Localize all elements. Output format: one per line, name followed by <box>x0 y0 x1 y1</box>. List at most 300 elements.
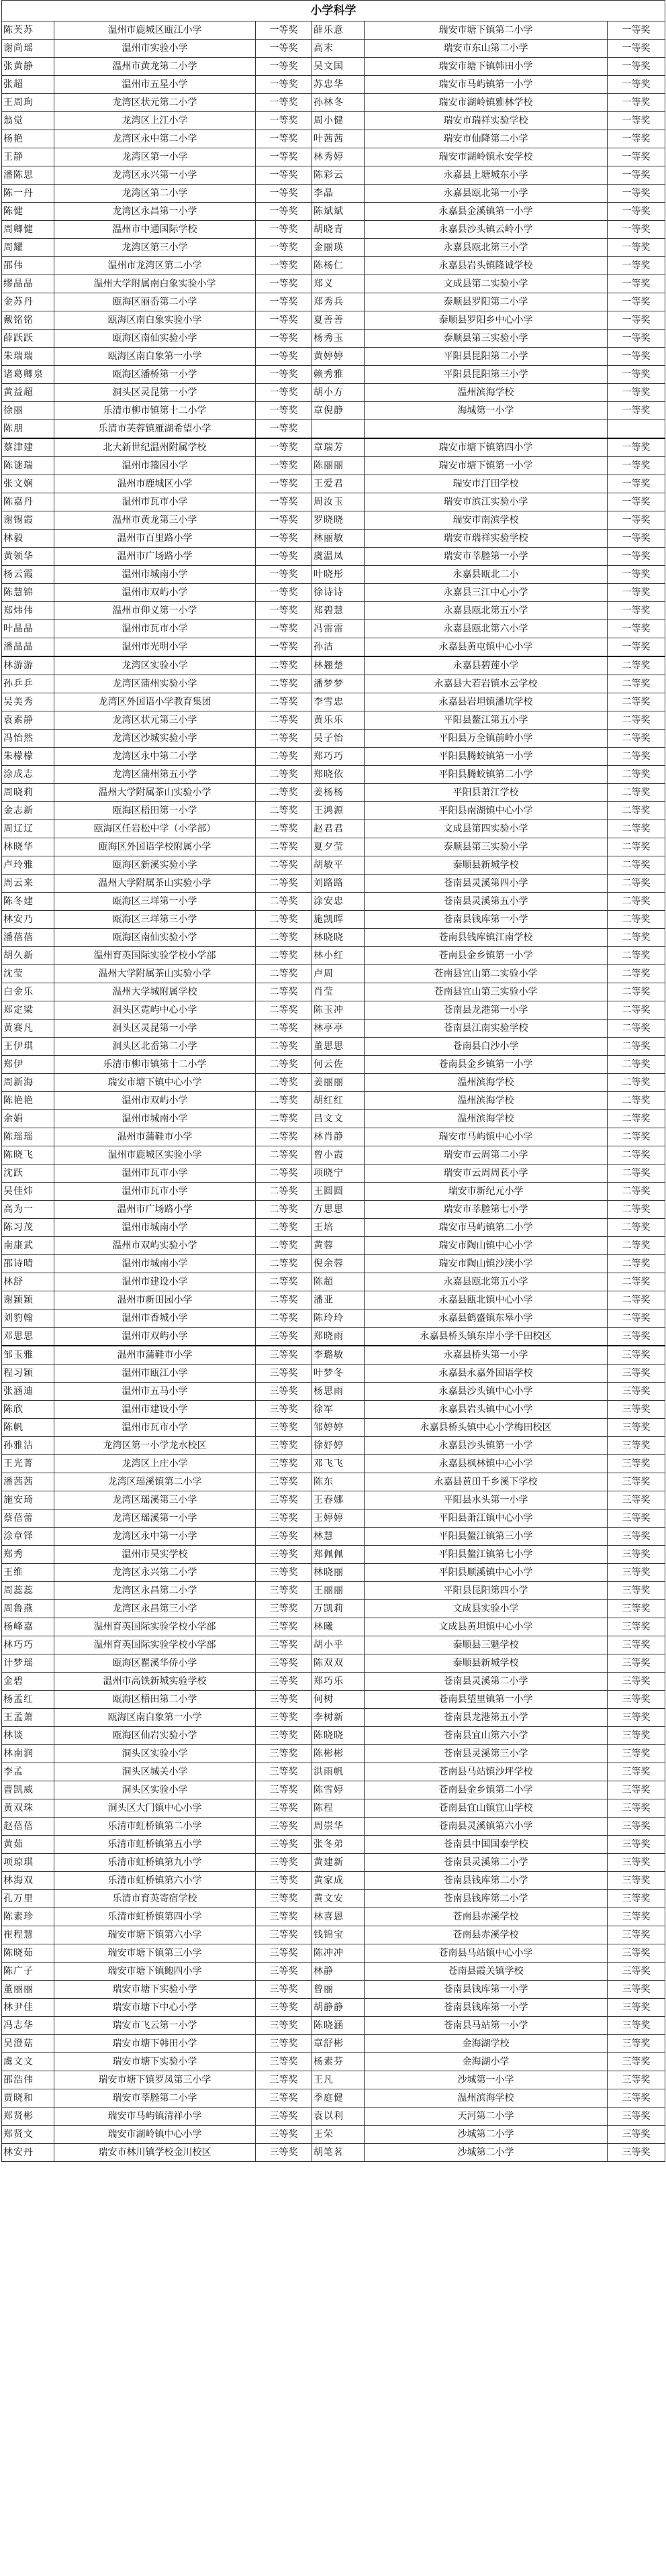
right-award-level: 一等奖 <box>608 566 665 584</box>
left-winner-name: 蔡蓓蕾 <box>2 1509 54 1528</box>
left-school-name: 瓯海区南仙实验小学 <box>54 330 256 348</box>
right-award-level: 一等奖 <box>608 402 665 420</box>
right-school-name: 苍南县赤溪学校 <box>365 1926 608 1944</box>
left-school-name: 温州市高铁新城实验学校 <box>54 1673 256 1691</box>
left-award-level: 三等奖 <box>256 1564 312 1582</box>
right-winner-name: 林曦 <box>312 1618 365 1636</box>
table-row <box>2 838 665 856</box>
right-award-level: 三等奖 <box>608 1437 665 1455</box>
left-school-name: 温州市双屿小学 <box>54 584 256 602</box>
table-row <box>2 1038 665 1056</box>
table-row <box>2 711 665 730</box>
left-award-level: 三等奖 <box>256 2053 312 2071</box>
right-school-name: 泰顺县三魁学校 <box>365 1636 608 1654</box>
table-row <box>2 2126 665 2144</box>
right-school-name: 苍南县宜山镇宜山学校 <box>365 1799 608 1818</box>
right-winner-name: 董思思 <box>312 1038 365 1056</box>
left-award-level: 一等奖 <box>256 420 312 439</box>
right-winner-name: 陈雪婷 <box>312 1781 365 1799</box>
right-school-name: 苍南县金乡镇第一小学 <box>365 947 608 965</box>
right-school-name: 天河第二小学 <box>365 2108 608 2126</box>
right-winner-name: 黄乐乐 <box>312 711 365 730</box>
left-winner-name: 周新海 <box>2 1074 54 1092</box>
left-award-level: 三等奖 <box>256 1709 312 1727</box>
right-winner-name: 邓飞飞 <box>312 1455 365 1473</box>
right-winner-name: 周小健 <box>312 112 365 130</box>
table-row <box>2 1944 665 1963</box>
right-school-name: 苍南县宜山第六小学 <box>365 1727 608 1745</box>
left-school-name: 北大新世纪温州附属学校 <box>54 438 256 457</box>
right-winner-name: 胡红红 <box>312 1092 365 1110</box>
right-school-name: 永嘉县岩坦镇潘坑学校 <box>365 693 608 711</box>
right-award-level: 三等奖 <box>608 1836 665 1854</box>
table-row <box>2 1110 665 1128</box>
left-school-name: 乐清市虹桥镇第四小学 <box>54 1908 256 1926</box>
right-school-name: 平阳县万全镇前岭小学 <box>365 730 608 748</box>
right-school-name: 瑞安市瑞祥实验学校 <box>365 112 608 130</box>
left-winner-name: 刘豹翰 <box>2 1309 54 1328</box>
right-winner-name: 郑秀兵 <box>312 293 365 311</box>
left-winner-name: 潘陈思 <box>2 166 54 185</box>
left-winner-name: 蔡津建 <box>2 438 54 457</box>
right-winner-name: 李雪忠 <box>312 693 365 711</box>
right-winner-name: 冯雷雷 <box>312 620 365 638</box>
left-winner-name: 陈冬建 <box>2 893 54 911</box>
right-school-name: 泰顺县新城学校 <box>365 856 608 875</box>
right-winner-name: 叶茜茜 <box>312 130 365 148</box>
left-winner-name: 郑秀 <box>2 1546 54 1564</box>
left-school-name: 温州市蒲鞋市小学 <box>54 1346 256 1365</box>
right-award-level: 二等奖 <box>608 1165 665 1183</box>
right-school-name: 泰顺县罗阳第二小学 <box>365 293 608 311</box>
right-award-level: 二等奖 <box>608 947 665 965</box>
left-winner-name: 陈健 <box>2 203 54 221</box>
table-row <box>2 293 665 311</box>
left-award-level: 三等奖 <box>256 1491 312 1509</box>
right-award-level: 二等奖 <box>608 711 665 730</box>
right-award-level: 三等奖 <box>608 1564 665 1582</box>
left-school-name: 瑞安市塘下镇中心小学 <box>54 1074 256 1092</box>
left-award-level: 三等奖 <box>256 1691 312 1709</box>
right-winner-name <box>312 420 365 439</box>
left-award-level: 二等奖 <box>256 730 312 748</box>
left-award-level: 三等奖 <box>256 2035 312 2053</box>
right-winner-name: 陈晓涵 <box>312 2017 365 2035</box>
right-school-name: 苍南县灵溪第二小学 <box>365 1673 608 1691</box>
right-award-level: 一等奖 <box>608 438 665 457</box>
table-row <box>2 1963 665 1981</box>
left-school-name: 瓯海区仙岩实验小学 <box>54 1727 256 1745</box>
left-school-name: 温州市广场路小学 <box>54 548 256 566</box>
right-school-name: 瑞安市新纪元小学 <box>365 1183 608 1201</box>
left-school-name: 瑞安市塘下中心小学 <box>54 1999 256 2017</box>
left-winner-name: 林尹佳 <box>2 1999 54 2017</box>
left-award-level: 一等奖 <box>256 185 312 203</box>
table-row <box>2 1092 665 1110</box>
left-winner-name: 翁觉 <box>2 112 54 130</box>
right-winner-name: 王荣 <box>312 2126 365 2144</box>
left-award-level: 二等奖 <box>256 802 312 820</box>
right-winner-name: 邹婷婷 <box>312 1419 365 1437</box>
right-school-name: 沙城第一小学 <box>365 2071 608 2089</box>
right-school-name: 苍南县赤溪学校 <box>365 1908 608 1926</box>
table-row <box>2 1309 665 1328</box>
right-award-level: 三等奖 <box>608 1654 665 1673</box>
left-winner-name: 戴铭铭 <box>2 311 54 330</box>
left-school-name: 乐清市虹桥镇第五小学 <box>54 1836 256 1854</box>
left-winner-name: 陈晓茹 <box>2 1944 54 1963</box>
right-winner-name: 胡晓青 <box>312 221 365 239</box>
left-school-name: 瑞安市飞云第一小学 <box>54 2017 256 2035</box>
left-award-level: 一等奖 <box>256 457 312 475</box>
left-school-name: 瑞安市莘塍第二小学 <box>54 2089 256 2108</box>
left-award-level: 二等奖 <box>256 1001 312 1020</box>
left-award-level: 三等奖 <box>256 1509 312 1528</box>
right-school-name: 泰顺县第三实验小学 <box>365 330 608 348</box>
right-school-name: 瑞安市瑞祥实验学校 <box>365 530 608 548</box>
left-school-name: 温州市香城小学 <box>54 1309 256 1328</box>
left-winner-name: 林南润 <box>2 1745 54 1763</box>
left-award-level: 二等奖 <box>256 1128 312 1146</box>
right-winner-name: 郑碧慧 <box>312 602 365 620</box>
left-winner-name: 陈瑶瑶 <box>2 1128 54 1146</box>
left-award-level: 二等奖 <box>256 1219 312 1237</box>
left-winner-name: 黄双珠 <box>2 1799 54 1818</box>
table-row <box>2 166 665 185</box>
left-school-name: 瑞安市塘下镇第六小学 <box>54 1926 256 1944</box>
left-school-name: 瓯海区梧田第一小学 <box>54 802 256 820</box>
left-school-name: 瓯海区潘桥第一小学 <box>54 366 256 384</box>
left-winner-name: 高为一 <box>2 1201 54 1219</box>
left-award-level: 三等奖 <box>256 1872 312 1890</box>
left-school-name: 温州市双屿小学 <box>54 1092 256 1110</box>
left-school-name: 龙湾区瑶溪镇第二小学 <box>54 1473 256 1491</box>
left-award-level: 二等奖 <box>256 1056 312 1074</box>
right-school-name: 永嘉县沙头镇第一小学 <box>365 1437 608 1455</box>
left-award-level: 二等奖 <box>256 1201 312 1219</box>
right-winner-name: 袁以利 <box>312 2108 365 2126</box>
left-winner-name: 王光菁 <box>2 1455 54 1473</box>
right-school-name: 沙城第二小学 <box>365 2126 608 2144</box>
left-winner-name: 虞文文 <box>2 2053 54 2071</box>
left-winner-name: 张文娴 <box>2 475 54 493</box>
right-school-name: 永嘉县上塘城东小学 <box>365 166 608 185</box>
right-school-name: 瑞安市南滨学校 <box>365 511 608 530</box>
left-winner-name: 黄领华 <box>2 548 54 566</box>
left-winner-name: 杨峰嘉 <box>2 1618 54 1636</box>
right-winner-name: 卢周 <box>312 965 365 983</box>
right-school-name: 永嘉县桥头镇东岸小学千田校区 <box>365 1328 608 1346</box>
right-award-level: 二等奖 <box>608 1183 665 1201</box>
right-award-level: 三等奖 <box>608 1872 665 1890</box>
table-row <box>2 1727 665 1745</box>
right-award-level: 三等奖 <box>608 2144 665 2162</box>
right-award-level: 二等奖 <box>608 1201 665 1219</box>
table-row <box>2 493 665 511</box>
right-award-level: 一等奖 <box>608 203 665 221</box>
right-school-name: 苍南县龙港第五小学 <box>365 1709 608 1727</box>
left-winner-name: 郑炜伟 <box>2 602 54 620</box>
left-award-level: 三等奖 <box>256 1673 312 1691</box>
right-winner-name: 潘梦梦 <box>312 675 365 693</box>
left-award-level: 二等奖 <box>256 929 312 947</box>
left-school-name: 温州市黄龙第三小学 <box>54 511 256 530</box>
left-winner-name: 冯志华 <box>2 2017 54 2035</box>
left-winner-name: 王孟萧 <box>2 1709 54 1727</box>
right-winner-name: 肖莹 <box>312 983 365 1001</box>
table-row <box>2 366 665 384</box>
right-school-name: 文成县第二实验小学 <box>365 275 608 293</box>
left-school-name: 龙湾区永中第二小学 <box>54 130 256 148</box>
left-school-name: 龙湾区第一小学龙水校区 <box>54 1437 256 1455</box>
right-award-level: 三等奖 <box>608 1908 665 1926</box>
left-award-level: 三等奖 <box>256 1328 312 1346</box>
left-school-name: 温州市鹿城区瓯江小学 <box>54 21 256 40</box>
right-school-name: 苍南县灵溪镇第六小学 <box>365 1818 608 1836</box>
right-winner-name: 胡笔茗 <box>312 2144 365 2162</box>
right-award-level: 二等奖 <box>608 856 665 875</box>
right-winner-name: 王鸿源 <box>312 802 365 820</box>
right-school-name: 泰顺县罗阳乡中心小学 <box>365 311 608 330</box>
left-award-level: 三等奖 <box>256 1346 312 1365</box>
left-school-name: 温州市双屿小学 <box>54 1328 256 1346</box>
left-award-level: 三等奖 <box>256 1473 312 1491</box>
left-school-name: 温州市瓦市小学 <box>54 620 256 638</box>
right-school-name: 苍南县钱库第一小学 <box>365 911 608 929</box>
table-row <box>2 730 665 748</box>
right-school-name: 瑞安市塘下镇第二小学 <box>365 21 608 40</box>
right-school-name: 永嘉县黄田千乡溪下学校 <box>365 1473 608 1491</box>
right-winner-name: 涂安忠 <box>312 893 365 911</box>
left-school-name: 龙湾区外国语小学教育集团 <box>54 693 256 711</box>
right-school-name: 永嘉县沙头镇云岭小学 <box>365 221 608 239</box>
table-row <box>2 1419 665 1437</box>
right-award-level: 三等奖 <box>608 2108 665 2126</box>
left-school-name: 洞头区灵昆第一小学 <box>54 1020 256 1038</box>
left-winner-name: 王维 <box>2 1564 54 1582</box>
table-row <box>2 911 665 929</box>
left-school-name: 龙湾区沙城实验小学 <box>54 730 256 748</box>
right-winner-name: 何树 <box>312 1691 365 1709</box>
right-winner-name: 姜杨杨 <box>312 784 365 802</box>
left-winner-name: 陈习茂 <box>2 1219 54 1237</box>
table-row <box>2 620 665 638</box>
right-award-level: 三等奖 <box>608 1926 665 1944</box>
right-school-name: 平阳县萧江镇中心小学 <box>365 1509 608 1528</box>
left-winner-name: 诸葛卿泉 <box>2 366 54 384</box>
right-winner-name: 刘路路 <box>312 875 365 893</box>
left-award-level: 三等奖 <box>256 1745 312 1763</box>
right-winner-name: 王圆圆 <box>312 1183 365 1201</box>
left-school-name: 瓯海区三垟第三小学 <box>54 911 256 929</box>
left-winner-name: 胡久新 <box>2 947 54 965</box>
right-winner-name: 林丽敏 <box>312 530 365 548</box>
right-school-name: 永嘉县金溪镇第一小学 <box>365 203 608 221</box>
left-award-level: 二等奖 <box>256 1092 312 1110</box>
right-winner-name: 孙林冬 <box>312 94 365 112</box>
left-winner-name: 林毅 <box>2 530 54 548</box>
right-winner-name: 陈晓晓 <box>312 1727 365 1745</box>
table-row <box>2 1383 665 1401</box>
right-winner-name: 杨秀玉 <box>312 330 365 348</box>
left-school-name: 龙湾区实验小学 <box>54 656 256 675</box>
right-winner-name: 高末 <box>312 40 365 58</box>
left-award-level: 三等奖 <box>256 1763 312 1781</box>
right-school-name: 苍南县灵溪第二小学 <box>365 1854 608 1872</box>
right-school-name: 永嘉县瓯北第六小学 <box>365 620 608 638</box>
left-award-level: 一等奖 <box>256 166 312 185</box>
left-award-level: 一等奖 <box>256 112 312 130</box>
left-winner-name: 周云来 <box>2 875 54 893</box>
right-award-level: 三等奖 <box>608 2053 665 2071</box>
left-school-name: 瓯海区丽岙第二小学 <box>54 293 256 311</box>
left-school-name: 瓯海区南仙实验小学 <box>54 929 256 947</box>
right-winner-name: 吴文国 <box>312 58 365 76</box>
right-winner-name: 苏忠华 <box>312 76 365 94</box>
table-row <box>2 1020 665 1038</box>
right-winner-name: 章倪静 <box>312 402 365 420</box>
right-winner-name: 王春娜 <box>312 1491 365 1509</box>
table-row <box>2 802 665 820</box>
left-award-level: 三等奖 <box>256 1799 312 1818</box>
left-award-level: 三等奖 <box>256 2144 312 2162</box>
right-award-level: 二等奖 <box>608 1001 665 1020</box>
table-row <box>2 766 665 784</box>
right-winner-name: 胡小方 <box>312 384 365 402</box>
right-award-level: 一等奖 <box>608 221 665 239</box>
right-winner-name: 陈杨仁 <box>312 257 365 275</box>
left-award-level: 二等奖 <box>256 675 312 693</box>
left-winner-name: 张涵迪 <box>2 1383 54 1401</box>
right-winner-name: 罗晓晓 <box>312 511 365 530</box>
right-winner-name: 陈冲冲 <box>312 1944 365 1963</box>
right-award-level: 三等奖 <box>608 1963 665 1981</box>
table-row <box>2 130 665 148</box>
left-school-name: 瓯海区任岩松中学（小学部） <box>54 820 256 838</box>
left-school-name: 温州育英国际实验学校小学部 <box>54 1618 256 1636</box>
right-award-level: 二等奖 <box>608 1074 665 1092</box>
right-award-level: 二等奖 <box>608 838 665 856</box>
left-school-name: 温州市实验小学 <box>54 40 256 58</box>
left-award-level: 三等奖 <box>256 1546 312 1564</box>
right-award-level: 一等奖 <box>608 148 665 166</box>
left-award-level: 三等奖 <box>256 2071 312 2089</box>
right-school-name: 平阳县昆阳第二小学 <box>365 348 608 366</box>
left-winner-name: 陈嘉丹 <box>2 493 54 511</box>
left-winner-name: 谢锡霞 <box>2 511 54 530</box>
left-award-level: 三等奖 <box>256 1781 312 1799</box>
table-row <box>2 656 665 675</box>
right-award-level: 一等奖 <box>608 457 665 475</box>
right-winner-name: 姜丽丽 <box>312 1074 365 1092</box>
right-school-name: 苍南县钱库第二小学 <box>365 1890 608 1908</box>
left-award-level: 二等奖 <box>256 1255 312 1273</box>
right-award-level: 三等奖 <box>608 1546 665 1564</box>
left-school-name: 龙湾区永中第一小学 <box>54 1528 256 1546</box>
left-award-level: 一等奖 <box>256 511 312 530</box>
table-row <box>2 1273 665 1291</box>
right-award-level: 二等奖 <box>608 675 665 693</box>
right-school-name: 永嘉县岩头镇中心小学 <box>365 1401 608 1419</box>
left-award-level: 一等奖 <box>256 366 312 384</box>
right-school-name: 泰顺县新城学校 <box>365 1654 608 1673</box>
table-row <box>2 983 665 1001</box>
table-row <box>2 94 665 112</box>
right-award-level: 一等奖 <box>608 76 665 94</box>
left-school-name: 龙湾区永昌第一小学 <box>54 203 256 221</box>
table-row <box>2 203 665 221</box>
right-school-name: 海城第一小学 <box>365 402 608 420</box>
table-row <box>2 1365 665 1383</box>
left-school-name: 温州市籀园小学 <box>54 457 256 475</box>
left-school-name: 温州市龙湾区第二小学 <box>54 257 256 275</box>
left-school-name: 瓯海区梧田第二小学 <box>54 1691 256 1709</box>
table-row <box>2 311 665 330</box>
right-winner-name: 李晶 <box>312 185 365 203</box>
left-school-name: 瓯海区三垟第一小学 <box>54 893 256 911</box>
left-award-level: 三等奖 <box>256 1981 312 1999</box>
right-award-level: 二等奖 <box>608 875 665 893</box>
right-school-name: 瑞安市马屿镇第二小学 <box>365 1219 608 1237</box>
table-row <box>2 348 665 366</box>
left-award-level: 一等奖 <box>256 384 312 402</box>
left-award-level: 一等奖 <box>256 602 312 620</box>
left-school-name: 乐清市虹桥镇第九小学 <box>54 1854 256 1872</box>
right-award-level: 三等奖 <box>608 1401 665 1419</box>
left-school-name: 龙湾区上江小学 <box>54 112 256 130</box>
left-award-level: 二等奖 <box>256 947 312 965</box>
left-winner-name: 叶晶晶 <box>2 620 54 638</box>
right-school-name <box>365 420 608 439</box>
right-award-level: 一等奖 <box>608 185 665 203</box>
table-row <box>2 1799 665 1818</box>
left-winner-name: 陈朋 <box>2 420 54 439</box>
right-winner-name: 钱锦宝 <box>312 1926 365 1944</box>
right-school-name: 永嘉县瓯北第五小学 <box>365 602 608 620</box>
table-row <box>2 1528 665 1546</box>
left-award-level: 二等奖 <box>256 748 312 766</box>
left-winner-name: 李孟 <box>2 1763 54 1781</box>
left-winner-name: 林晓华 <box>2 838 54 856</box>
table-row <box>2 875 665 893</box>
left-award-level: 一等奖 <box>256 584 312 602</box>
right-school-name: 瑞安市莘塍第七小学 <box>365 1201 608 1219</box>
right-winner-name: 陈双双 <box>312 1654 365 1673</box>
right-award-level: 二等奖 <box>608 929 665 947</box>
left-school-name: 龙湾区永兴第二小学 <box>54 1564 256 1582</box>
right-school-name: 苍南县金乡镇第二小学 <box>365 1781 608 1799</box>
right-winner-name: 李树新 <box>312 1709 365 1727</box>
right-winner-name: 王丽丽 <box>312 1582 365 1600</box>
left-winner-name: 周晓莉 <box>2 784 54 802</box>
right-school-name: 平阳县昆阳第三小学 <box>365 366 608 384</box>
table-row <box>2 1401 665 1419</box>
left-award-level: 二等奖 <box>256 820 312 838</box>
left-school-name: 温州市城南小学 <box>54 1219 256 1237</box>
table-row <box>2 1219 665 1237</box>
table-row <box>2 1691 665 1709</box>
left-winner-name: 陈慧锦 <box>2 584 54 602</box>
right-winner-name: 杨思雨 <box>312 1383 365 1401</box>
right-school-name: 永嘉县永嘉外国语学校 <box>365 1365 608 1383</box>
right-school-name: 永嘉县枫林镇中心小学 <box>365 1455 608 1473</box>
right-award-level: 三等奖 <box>608 1999 665 2017</box>
right-winner-name: 孙洁 <box>312 638 365 657</box>
right-award-level <box>608 420 665 439</box>
left-award-level: 一等奖 <box>256 40 312 58</box>
left-winner-name: 陈艳艳 <box>2 1092 54 1110</box>
left-award-level: 一等奖 <box>256 620 312 638</box>
